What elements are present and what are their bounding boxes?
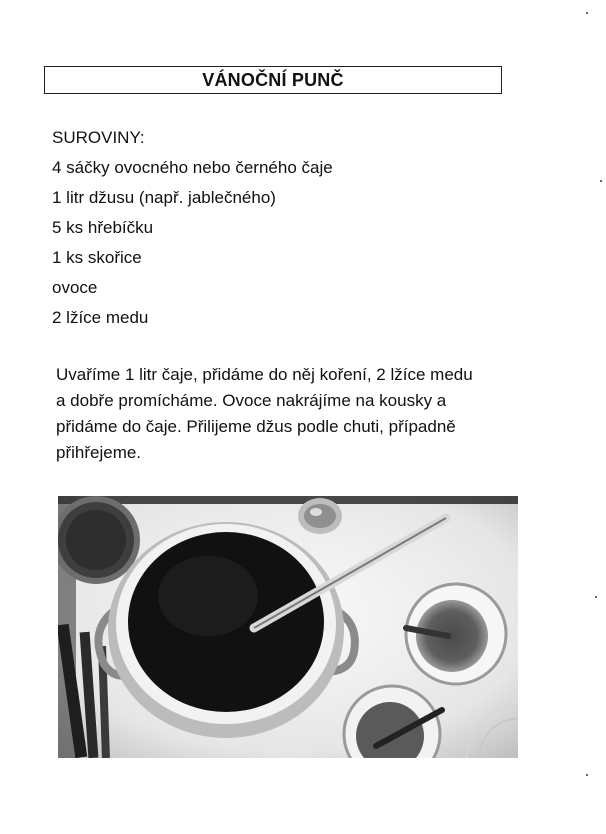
instructions-line: přidáme do čaje. Přilijeme džus podle chuti, případně [56, 417, 456, 436]
ingredient-item: 2 lžíce medu [52, 308, 149, 327]
page-title: VÁNOČNÍ PUNČ [202, 69, 344, 90]
ingredient-item: 5 ks hřebíčku [52, 218, 154, 237]
instructions-paragraph [56, 363, 516, 467]
ingredient-item: 4 sáčky ovocného nebo černého čaje [52, 158, 333, 177]
instructions-line: Uvaříme 1 litr čaje, přidáme do něj koření, 2 lžíce medu [56, 365, 473, 384]
instructions-line: a dobře promícháme. Ovoce nakrájíme na kousky a [56, 391, 447, 410]
instructions-line: přihřejeme. [56, 443, 142, 462]
ingredients-heading: SUROVINY: [52, 128, 145, 147]
ingredient-item: 1 litr džusu (např. jablečného) [52, 188, 276, 207]
ingredients-section [52, 126, 333, 336]
ingredient-item: ovoce [52, 278, 98, 297]
punch-pot-photo [58, 496, 518, 758]
title-box [44, 66, 502, 94]
ingredient-item: 1 ks skořice [52, 248, 142, 267]
